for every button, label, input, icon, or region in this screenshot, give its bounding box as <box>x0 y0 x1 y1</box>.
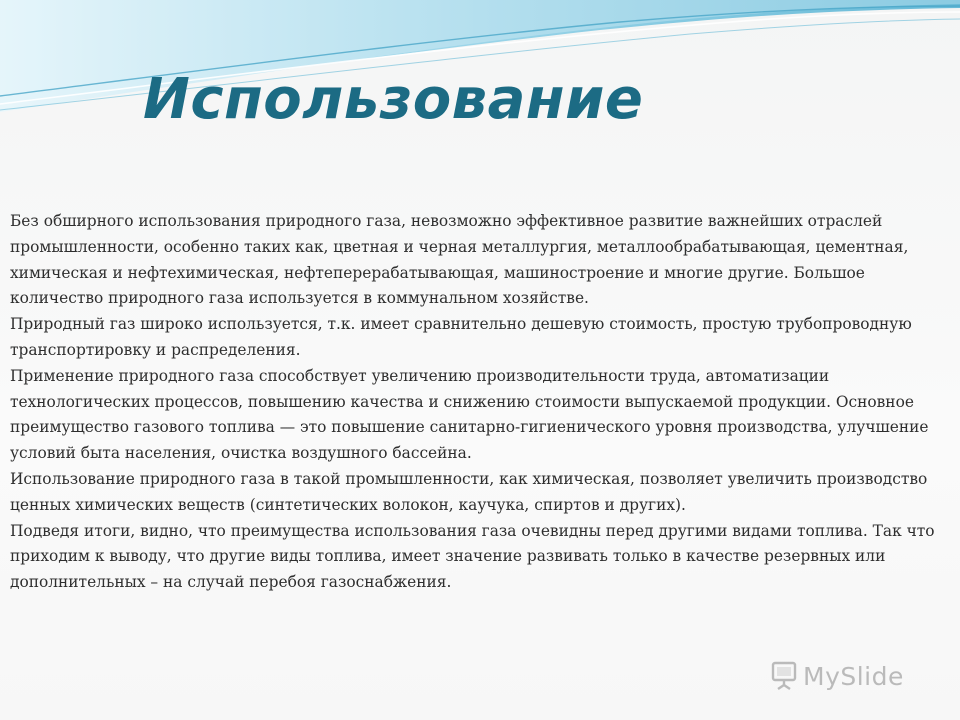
page-title: Использование <box>143 67 644 132</box>
paragraph-2: Природный газ широко используется, т.к. имеет сравнительно дешевую стоимость, простую трубопроводную транспортировку и распределения. <box>10 315 912 359</box>
watermark <box>770 656 904 696</box>
paragraph-1: Без обширного использования природного газа, невозможно эффективное развитие важнейших отраслей промышленности, особенно таких как, цветная и черная металлургия, металлообрабатывающая, цементная, химическая и нефтехимическая, нефтеперерабатывающая, машиностроение и многие другие. Большое количество природного газа используется в коммунальном хозяйстве. <box>10 212 909 308</box>
paragraph-4: Использование природного газа в такой промышленности, как химическая, позволяет увеличить производство ценных химических веществ (синтетических волокон, каучука, спиртов и других). <box>10 469 928 514</box>
paragraph-5: Подведя итоги, видно, что преимущества использования газа очевидны перед другими видами топлива. Так что приходим к выводу, что другие виды топлива, имеет значение развивать только в качестве резервных или дополнительных – на случай перебоя газоснабжения. <box>10 521 935 592</box>
slide-body <box>10 209 945 596</box>
watermark-text: MySlide <box>803 661 904 691</box>
projector-screen-icon <box>770 661 798 691</box>
paragraph-3: Применение природного газа способствует увеличению производительности труда, автоматизации технологических процессов, повышению качества и снижению стоимости выпускаемой продукции. Основное преимущество газового топлива — это повышение санитарно-гигиенического уровня производства, улучшение условий быта населения, очистка воздушного бассейна. <box>10 366 929 463</box>
